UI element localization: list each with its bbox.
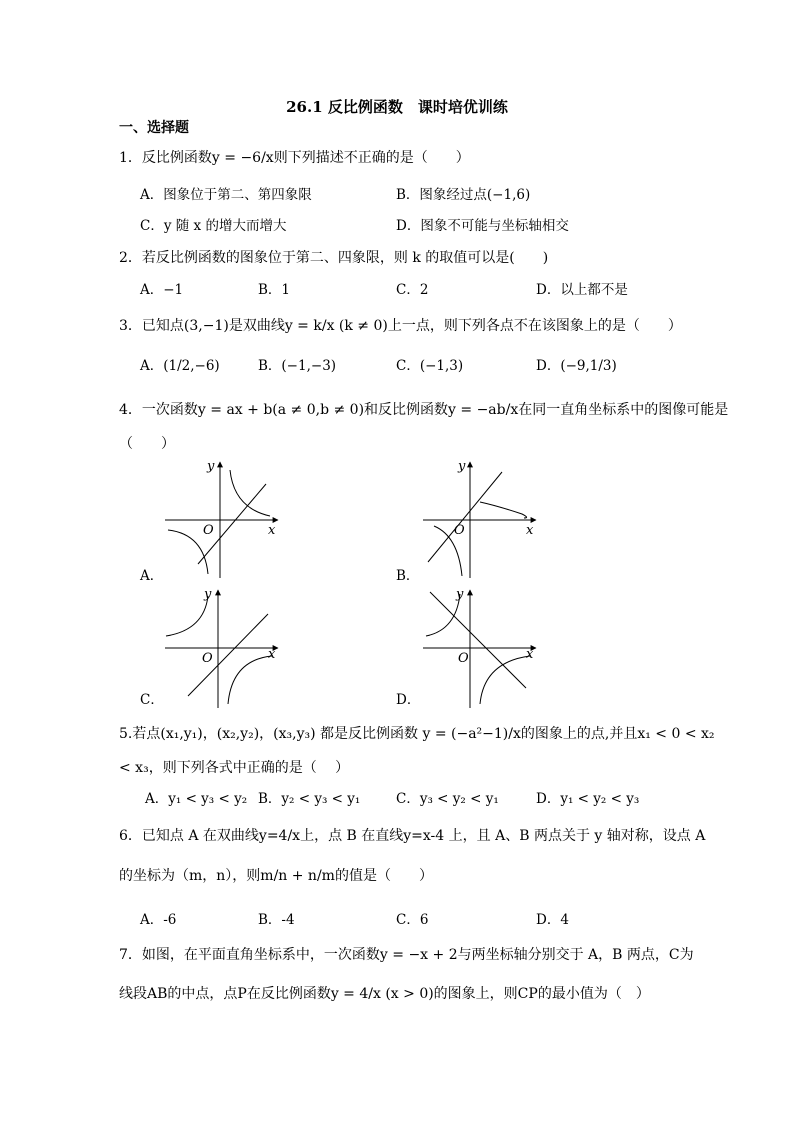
q4-option-b: B． (396, 568, 420, 584)
origin-label: O (203, 523, 214, 538)
q4-option-a: A． (140, 568, 164, 584)
page-title: 26.1 反比例函数 课时培优训练 (286, 98, 508, 116)
question-4-stem: 4．一次函数y = ax + b(a ≠ 0,b ≠ 0)和反比例函数y = −ab/x在同一直角坐标系中的图像可能是 (119, 402, 729, 418)
q3-option-d: D．(−9,1/3) (536, 358, 617, 374)
q2-option-d: D．以上都不是 (536, 282, 628, 298)
question-6-stem-cont: 的坐标为（m，n），则m/n + n/m的值是（ ） (119, 868, 433, 884)
q3-option-c: C．(−1,3) (396, 358, 464, 374)
hyperbola-branch (480, 656, 530, 704)
graph-d (418, 586, 543, 711)
q1-option-a: A．图象位于第二、第四象限 (140, 187, 312, 203)
q6-option-b: B．-4 (258, 912, 295, 928)
origin-label: O (458, 651, 469, 666)
origin-label: O (454, 523, 465, 538)
y-axis-label: y (456, 587, 464, 602)
question-3-stem: 3．已知点(3,−1)是双曲线y = k/x (k ≠ 0)上一点，则下列各点不在该图象上的是（ ） (119, 318, 682, 334)
y-axis-label: y (207, 459, 215, 474)
q1-option-d: D．图象不可能与坐标轴相交 (396, 218, 569, 234)
hyperbola-branch (426, 594, 460, 636)
question-4-stem-cont: （ ） (119, 436, 175, 452)
q5-option-c: C．y₃ < y₂ < y₁ (396, 791, 499, 807)
line-graph (188, 614, 268, 696)
hyperbola-branch (480, 502, 527, 518)
q1-option-b: B．图象经过点(−1,6) (396, 187, 531, 203)
question-5-stem-cont: < x₃，则下列各式中正确的是（ ） (119, 760, 350, 776)
hyperbola-branch (166, 596, 208, 636)
line-graph (428, 472, 502, 562)
question-5-stem: 5.若点(x₁,y₁)，(x₂,y₂)，(x₃,y₃) 都是反比例函数 y = (−a²−1)/x的图象上的点,并且x₁ < 0 < x₂ (119, 726, 715, 742)
graph-c (160, 586, 285, 711)
question-6-stem: 6．已知点 A 在双曲线y=4/x上，点 B 在直线y=x-4 上，且 A、B 两点关于 y 轴对称，设点 A (119, 828, 706, 844)
q6-option-c: C．6 (396, 912, 429, 928)
q1-option-c: C．y 随 x 的增大而增大 (140, 218, 287, 234)
q3-option-a: A．(1/2,−6) (140, 358, 220, 374)
q6-option-d: D．4 (536, 912, 569, 928)
y-axis-label: y (458, 459, 466, 474)
origin-label: O (202, 651, 213, 666)
x-axis-label: x (268, 647, 276, 662)
question-1-stem: 1．反比例函数y = −6/x则下列描述不正确的是（ ） (119, 150, 470, 166)
q2-option-a: A．−1 (140, 282, 184, 298)
q6-option-a: A．-6 (140, 912, 177, 928)
q3-option-b: B．(−1,−3) (258, 358, 337, 374)
question-7-stem-cont: 线段AB的中点，点P在反比例函数y = 4/x (x > 0)的图象上，则CP的最小值为（ ） (119, 986, 650, 1002)
q5-option-a: A．y₁ < y₃ < y₂ (145, 791, 248, 807)
q2-option-c: C．2 (396, 282, 429, 298)
section-heading: 一、选择题 (119, 120, 189, 136)
question-7-stem: 7．如图，在平面直角坐标系中，一次函数y = −x + 2与两坐标轴分别交于 A，B 两点，C为 (119, 947, 694, 963)
hyperbola-branch (168, 530, 208, 574)
q4-option-d: D． (396, 692, 421, 708)
q5-option-b: B．y₂ < y₃ < y₁ (258, 791, 361, 807)
x-axis-label: x (526, 647, 534, 662)
question-2-stem: 2．若反比例函数的图象位于第二、四象限，则 k 的取值可以是( ) (119, 250, 549, 266)
x-axis-label: x (526, 523, 534, 538)
line-graph (430, 592, 526, 688)
q2-option-b: B．1 (258, 282, 291, 298)
graph-a (160, 456, 285, 581)
hyperbola-branch (230, 470, 270, 516)
q5-option-d: D．y₁ < y₂ < y₃ (536, 791, 640, 807)
q4-option-c: C． (140, 692, 164, 708)
graph-b (418, 456, 543, 581)
y-axis-label: y (204, 587, 212, 602)
hyperbola-branch (228, 656, 272, 704)
x-axis-label: x (268, 523, 276, 538)
